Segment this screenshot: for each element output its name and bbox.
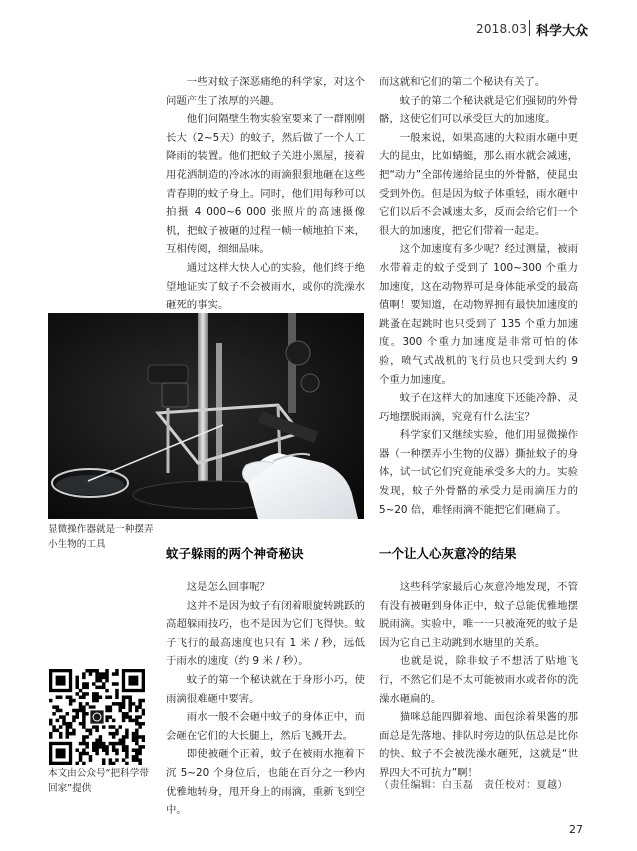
paragraph: 这个加速度有多少呢？经过测量，被雨水带着走的蚊子受到了 100~300 个重力加速度，这在动物界可是身体能承受的最高值啊！要知道，在动物界拥有最快加速度的跳蚤在起跳时也只受到了 135 个重力加速度。300 个重力加速度是非常可怕的体验，喷气式战机的飞行员也只受到大约 9 个重力加速度。 xyxy=(379,243,578,386)
issue-date: 2018.03 xyxy=(476,22,528,36)
paragraph: 雨水一般不会砸中蚊子的身体正中，而会砸在它们的大长腿上，然后飞溅开去。 xyxy=(166,711,365,742)
section-heading-left: 蚊子躲雨的两个神奇秘诀 xyxy=(166,546,304,561)
paragraph: 也就是说，除非蚊子不想活了贴地飞行，不然它们是不太可能被雨水或者你的洗澡水砸扁的。 xyxy=(379,655,578,705)
paragraph: 蚊子的第一个秘诀就在于身形小巧，使雨滴很难砸中要害。 xyxy=(166,673,365,705)
micromanipulator-photo xyxy=(48,313,364,519)
column-bottom-left xyxy=(166,578,365,820)
micromanipulator-illustration xyxy=(48,313,364,519)
header-separator xyxy=(529,20,530,36)
paragraph: 蚊子在这样大的加速度下还能冷静、灵巧地摆脱雨滴，究竟有什么法宝？ xyxy=(379,392,578,423)
paragraph: 一些对蚊子深恶痛绝的科学家，对这个问题产生了浓厚的兴趣。 xyxy=(166,76,365,107)
paragraph: 一般来说，如果高速的大粒雨水砸中更大的昆虫，比如蜻蜓，那么雨水就会减速，把“动力”全部传递给昆虫的外骨骼，使昆虫受到外伤。但是因为蚊子体重轻，雨水砸中它们以后不会减速太多，反而会给它们一个很大的加速度，把它们带着一起走。 xyxy=(379,131,578,237)
column-top-left xyxy=(166,73,365,315)
paragraph: 通过这样大快人心的实验，他们终于绝望地证实了蚊子不会被雨水，或你的洗澡水砸死的事实。 xyxy=(166,261,365,312)
source-note: 本文由公众号“把科学带回家”提供 xyxy=(48,768,149,794)
paragraph: 蚊子的第二个秘诀就是它们强韧的外骨骼，这使它们可以承受巨大的加速度。 xyxy=(379,94,578,126)
photo-caption: 显微操作器就是一种摆弄小生物的工具 xyxy=(48,524,154,550)
page-number: 27 xyxy=(569,823,583,836)
qr-code-graphic xyxy=(49,669,145,765)
qr-code xyxy=(49,669,145,765)
paragraph: 这些科学家最后心灰意冷地发现，不管有没有被砸到身体正中，蚊子总能优雅地摆脱雨滴。实验中，唯一一只被淹死的蚊子是因为它自己主动跳到水塘里的关系。 xyxy=(379,581,578,649)
section-heading-right: 一个让人心灰意冷的结果 xyxy=(379,546,517,561)
paragraph: 这是怎么回事呢？ xyxy=(186,581,270,593)
paragraph: 他们问隔壁生物实验室要来了一群刚刚长大（2~5天）的蚊子，然后做了一个人工降雨的装置。他们把蚊子关进小黑屋，接着用花洒制造的冷冰冰的雨滴狠狠地砸在这些青春期的蚊子身上。同时，他们用每秒可以拍摄 4 000~6 000 张照片的高速摄像机，把蚊子被砸的过程一帧一帧地拍下来，互相传阅，细细品味。 xyxy=(166,113,365,256)
paragraph: 猫咪总能四脚着地、面包涂着果酱的那面总是先落地、排队时旁边的队伍总是比你的快、蚊子不会被洗澡水砸死，这就是“世界四大不可抗力”啊！ xyxy=(379,711,578,779)
paragraph: 而这就和它们的第二个秘诀有关了。 xyxy=(379,76,546,88)
magazine-name: 科学大众 xyxy=(536,24,589,39)
column-top-right xyxy=(379,73,578,519)
paragraph: 科学家们又继续实验，他们用显微操作器（一种摆弄小生物的仪器）撕扯蚊子的身体，试一试它们究竟能承受多大的力。实验发现，蚊子外骨骼的承受力是雨滴压力的 5~20 倍，难怪雨滴不能把它们砸扁了。 xyxy=(379,429,578,516)
paragraph: 即使被砸个正着，蚊子在被雨水拖着下沉 5~20 个身位后，也能在百分之一秒内优雅地转身，甩开身上的雨滴，重新飞到空中。 xyxy=(166,748,365,817)
paragraph: 这并不是因为蚊子有闭着眼旋转跳跃的高超躲雨技巧，也不是因为它们飞得快。蚊子飞行的最高速度也只有 1 米 / 秒，远低于雨水的速度（约 9 米 / 秒）。 xyxy=(166,599,365,668)
column-bottom-right xyxy=(379,578,578,783)
editor-credits: （责任编辑：白玉磊 责任校对：夏越） xyxy=(379,780,568,791)
